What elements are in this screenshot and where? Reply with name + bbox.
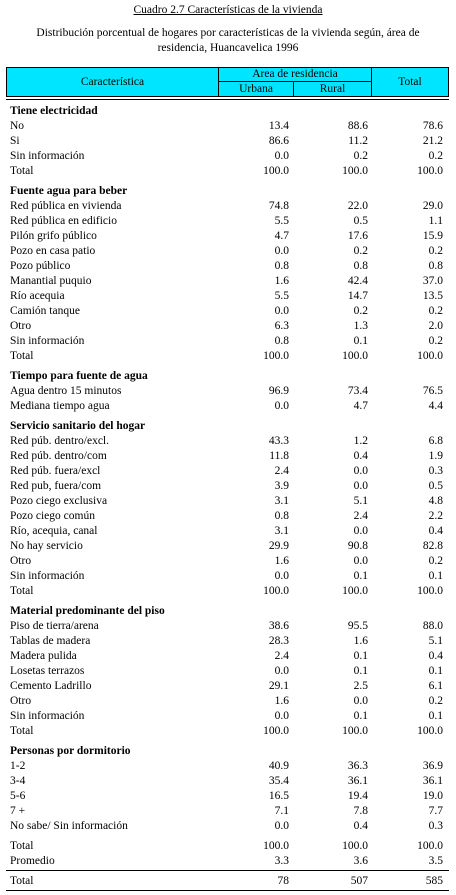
cell-rural: 0.0 bbox=[353, 555, 368, 567]
table-row bbox=[0, 554, 456, 569]
row-label: Total bbox=[10, 350, 34, 362]
table-row bbox=[0, 479, 456, 494]
cell-urbana: 2.4 bbox=[274, 465, 289, 477]
cell-total: 21.2 bbox=[422, 135, 443, 147]
row-label: Otro bbox=[10, 695, 32, 707]
table-row bbox=[0, 199, 456, 214]
cell-total: 76.5 bbox=[422, 385, 443, 397]
table-row bbox=[0, 134, 456, 149]
cell-total: 0.3 bbox=[428, 820, 443, 832]
cell-urbana: 0.0 bbox=[274, 710, 289, 722]
cell-urbana: 1.6 bbox=[274, 555, 289, 567]
row-label: Cemento Ladrillo bbox=[10, 680, 92, 692]
table-row bbox=[0, 539, 456, 554]
table-row bbox=[0, 774, 456, 789]
row-label: Red púb. dentro/excl. bbox=[10, 435, 110, 447]
cell-urbana: 3.1 bbox=[274, 495, 289, 507]
cell-urbana: 6.3 bbox=[274, 320, 289, 332]
cell-rural: 100.0 bbox=[342, 350, 368, 362]
table-row bbox=[0, 494, 456, 509]
rule-before-total bbox=[6, 870, 449, 871]
table-row bbox=[0, 854, 456, 869]
cell-total: 7.7 bbox=[428, 805, 443, 817]
cell-total: 2.2 bbox=[428, 510, 443, 522]
row-label: Pozo público bbox=[10, 260, 71, 272]
section-label: Material predominante del piso bbox=[10, 605, 165, 617]
cell-rural: 0.0 bbox=[353, 465, 368, 477]
header-urbana: Urbana bbox=[219, 82, 294, 96]
section-heading bbox=[0, 184, 456, 199]
cell-urbana: 4.7 bbox=[274, 230, 289, 242]
row-label: Madera pulida bbox=[10, 650, 77, 662]
section-label: Tiempo para fuente de agua bbox=[10, 370, 148, 382]
cell-rural: 0.1 bbox=[353, 650, 368, 662]
row-label: Red púb. fuera/excl bbox=[10, 465, 101, 477]
row-label: Agua dentro 15 minutos bbox=[10, 385, 122, 397]
cell-rural: 2.4 bbox=[353, 510, 368, 522]
row-label: Pilón grifo público bbox=[10, 230, 97, 242]
header-total: Total bbox=[398, 76, 422, 88]
cell-total: 78.6 bbox=[422, 120, 443, 132]
cell-rural: 11.2 bbox=[348, 135, 368, 147]
cell-total: 100.0 bbox=[417, 585, 443, 597]
cell-urbana: 35.4 bbox=[268, 775, 289, 787]
cell-rural: 0.1 bbox=[353, 665, 368, 677]
cell-total: 0.2 bbox=[428, 150, 443, 162]
cell-total: 0.1 bbox=[428, 665, 443, 677]
row-label: No sabe/ Sin información bbox=[10, 820, 128, 832]
cell-rural: 2.5 bbox=[353, 680, 368, 692]
cell-rural: 7.8 bbox=[353, 805, 368, 817]
cell-rural: 1.2 bbox=[353, 435, 368, 447]
cell-rural: 0.2 bbox=[353, 150, 368, 162]
cell-rural: 73.4 bbox=[347, 385, 368, 397]
cell-urbana: 5.5 bbox=[274, 215, 289, 227]
row-label: Pozo en casa patio bbox=[10, 245, 96, 257]
cell-rural: 36.1 bbox=[347, 775, 368, 787]
table-row bbox=[0, 164, 456, 179]
table-row bbox=[0, 214, 456, 229]
cell-urbana: 74.8 bbox=[268, 200, 289, 212]
row-label: Sin información bbox=[10, 570, 85, 582]
cell-rural: 19.4 bbox=[347, 790, 368, 802]
cell-total: 19.0 bbox=[422, 790, 443, 802]
cell-total: 0.2 bbox=[428, 305, 443, 317]
cell-rural: 0.0 bbox=[353, 480, 368, 492]
cell-urbana: 0.8 bbox=[274, 260, 289, 272]
cell-urbana: 29.9 bbox=[268, 540, 289, 552]
row-label: 3-4 bbox=[10, 775, 26, 787]
cell-total: 1.9 bbox=[428, 450, 443, 462]
cell-urbana: 16.5 bbox=[268, 790, 289, 802]
table-row bbox=[0, 524, 456, 539]
table-row bbox=[0, 399, 456, 414]
cell-rural: 100.0 bbox=[342, 840, 368, 852]
table-row bbox=[0, 759, 456, 774]
cell-rural: 17.6 bbox=[347, 230, 368, 242]
row-label: Total bbox=[10, 585, 34, 597]
cell-urbana: 0.0 bbox=[274, 570, 289, 582]
section-heading bbox=[0, 744, 456, 759]
row-label: Red pública en vivienda bbox=[10, 200, 122, 212]
cell-total: 1.1 bbox=[428, 215, 443, 227]
table-row bbox=[0, 619, 456, 634]
row-label: Si bbox=[10, 135, 20, 147]
cell-rural: 0.5 bbox=[353, 215, 368, 227]
cell-rural: 0.1 bbox=[353, 570, 368, 582]
cell-urbana: 100.0 bbox=[263, 840, 289, 852]
cell-total: 5.1 bbox=[428, 635, 443, 647]
cell-rural: 1.6 bbox=[353, 635, 368, 647]
cell-total: 100.0 bbox=[417, 165, 443, 177]
cell-total: 4.8 bbox=[428, 495, 443, 507]
table-subtitle: Distribución porcentual de hogares por características de la vivienda según, área de residencia, Huancavelica 1996 bbox=[36, 27, 420, 54]
row-label: Red pub, fuera/com bbox=[10, 480, 102, 492]
cell-rural: 100.0 bbox=[342, 725, 368, 737]
table-row bbox=[0, 569, 456, 584]
cell-rural: 0.1 bbox=[353, 710, 368, 722]
cell-total: 0.1 bbox=[428, 570, 443, 582]
cell-urbana: 78 bbox=[277, 875, 289, 887]
row-label: Piso de tierra/arena bbox=[10, 620, 99, 632]
cell-total: 82.8 bbox=[422, 540, 443, 552]
table-row bbox=[0, 839, 456, 854]
rule-bottom bbox=[6, 890, 449, 891]
cell-rural: 1.3 bbox=[353, 320, 368, 332]
cell-urbana: 43.3 bbox=[268, 435, 289, 447]
table-row bbox=[0, 664, 456, 679]
cell-rural: 88.6 bbox=[347, 120, 368, 132]
cell-rural: 100.0 bbox=[342, 165, 368, 177]
section-heading bbox=[0, 419, 456, 434]
cell-urbana: 100.0 bbox=[263, 725, 289, 737]
cell-rural: 0.2 bbox=[353, 245, 368, 257]
section-heading bbox=[0, 604, 456, 619]
row-label: Sin información bbox=[10, 710, 85, 722]
cell-urbana: 40.9 bbox=[268, 760, 289, 772]
table-row bbox=[0, 149, 456, 164]
row-label: Total bbox=[10, 875, 34, 887]
cell-total: 585 bbox=[425, 875, 443, 887]
cell-urbana: 100.0 bbox=[263, 165, 289, 177]
cell-total: 0.5 bbox=[428, 480, 443, 492]
cell-total: 0.4 bbox=[428, 650, 443, 662]
table-row bbox=[0, 584, 456, 599]
cell-rural: 0.8 bbox=[353, 260, 368, 272]
row-label: Pozo ciego común bbox=[10, 510, 95, 522]
cell-urbana: 86.6 bbox=[268, 135, 289, 147]
cell-total: 100.0 bbox=[417, 350, 443, 362]
cell-urbana: 2.4 bbox=[274, 650, 289, 662]
cell-rural: 5.1 bbox=[353, 495, 368, 507]
table-row bbox=[0, 679, 456, 694]
header-area-residencia: Area de residencia bbox=[219, 68, 372, 82]
table-row bbox=[0, 804, 456, 819]
cell-rural: 100.0 bbox=[342, 585, 368, 597]
cell-total: 13.5 bbox=[422, 290, 443, 302]
table-row bbox=[0, 434, 456, 449]
table-row bbox=[0, 229, 456, 244]
cell-rural: 3.6 bbox=[353, 855, 368, 867]
cell-total: 0.2 bbox=[428, 555, 443, 567]
section-label: Personas por dormitorio bbox=[10, 745, 131, 757]
cell-urbana: 0.0 bbox=[274, 305, 289, 317]
cell-urbana: 0.0 bbox=[274, 665, 289, 677]
cell-total: 3.5 bbox=[428, 855, 443, 867]
cell-rural: 0.4 bbox=[353, 820, 368, 832]
table-row bbox=[0, 874, 456, 889]
cell-total: 0.8 bbox=[428, 260, 443, 272]
row-label: Sin información bbox=[10, 150, 85, 162]
cell-urbana: 28.3 bbox=[268, 635, 289, 647]
section-label: Tiene electricidad bbox=[10, 105, 98, 117]
table-row bbox=[0, 449, 456, 464]
cell-rural: 90.8 bbox=[347, 540, 368, 552]
row-label: 5-6 bbox=[10, 790, 26, 802]
row-label: Promedio bbox=[10, 855, 55, 867]
section-label: Servicio sanitario del hogar bbox=[10, 420, 146, 432]
cell-total: 6.8 bbox=[428, 435, 443, 447]
table-row bbox=[0, 274, 456, 289]
cell-urbana: 0.0 bbox=[274, 245, 289, 257]
cell-urbana: 100.0 bbox=[263, 350, 289, 362]
section-label: Fuente agua para beber bbox=[10, 185, 128, 197]
cell-urbana: 13.4 bbox=[268, 120, 289, 132]
row-label: Camión tanque bbox=[10, 305, 80, 317]
cell-total: 88.0 bbox=[422, 620, 443, 632]
table-row bbox=[0, 694, 456, 709]
table-row bbox=[0, 709, 456, 724]
cell-total: 36.9 bbox=[422, 760, 443, 772]
cell-total: 15.9 bbox=[422, 230, 443, 242]
cell-urbana: 96.9 bbox=[268, 385, 289, 397]
cell-total: 0.2 bbox=[428, 695, 443, 707]
table-row bbox=[0, 289, 456, 304]
cell-rural: 42.4 bbox=[347, 275, 368, 287]
cell-total: 0.2 bbox=[428, 335, 443, 347]
cell-rural: 507 bbox=[350, 875, 368, 887]
row-label: Total bbox=[10, 840, 34, 852]
row-label: Losetas terrazos bbox=[10, 665, 85, 677]
cell-rural: 14.7 bbox=[347, 290, 368, 302]
cell-rural: 0.4 bbox=[353, 450, 368, 462]
rule-top bbox=[6, 99, 449, 100]
cell-total: 37.0 bbox=[422, 275, 443, 287]
table-row bbox=[0, 509, 456, 524]
cell-total: 100.0 bbox=[417, 725, 443, 737]
cell-rural: 36.3 bbox=[347, 760, 368, 772]
row-label: Red púb. dentro/com bbox=[10, 450, 107, 462]
cell-total: 0.3 bbox=[428, 465, 443, 477]
row-label: Total bbox=[10, 725, 34, 737]
cell-rural: 4.7 bbox=[353, 400, 368, 412]
table-row bbox=[0, 724, 456, 739]
row-label: Río, acequia, canal bbox=[10, 525, 98, 537]
row-label: Total bbox=[10, 165, 34, 177]
cell-urbana: 0.0 bbox=[274, 820, 289, 832]
cell-total: 100.0 bbox=[417, 840, 443, 852]
cell-urbana: 7.1 bbox=[274, 805, 289, 817]
table-title: Cuadro 2.7 Características de la vivienda bbox=[133, 4, 323, 16]
row-label: Manantial puquio bbox=[10, 275, 92, 287]
cell-rural: 95.5 bbox=[347, 620, 368, 632]
table-row bbox=[0, 819, 456, 834]
header-rural: Rural bbox=[294, 82, 372, 96]
row-label: 1-2 bbox=[10, 760, 26, 772]
cell-urbana: 1.6 bbox=[274, 275, 289, 287]
header-caracteristica: Característica bbox=[7, 68, 219, 96]
row-label: Mediana tiempo agua bbox=[10, 400, 110, 412]
table-row bbox=[0, 464, 456, 479]
section-heading bbox=[0, 104, 456, 119]
cell-urbana: 5.5 bbox=[274, 290, 289, 302]
table-row bbox=[0, 789, 456, 804]
table-row bbox=[0, 259, 456, 274]
row-label: No bbox=[10, 120, 25, 132]
cell-rural: 0.2 bbox=[353, 305, 368, 317]
section-heading bbox=[0, 369, 456, 384]
cell-rural: 0.0 bbox=[353, 525, 368, 537]
cell-urbana: 0.0 bbox=[274, 400, 289, 412]
cell-urbana: 3.9 bbox=[274, 480, 289, 492]
table-row bbox=[0, 349, 456, 364]
table-row bbox=[0, 119, 456, 134]
table-row bbox=[0, 384, 456, 399]
table-row bbox=[0, 319, 456, 334]
row-label: Sin información bbox=[10, 335, 85, 347]
row-label: 7 + bbox=[10, 805, 26, 817]
cell-urbana: 38.6 bbox=[268, 620, 289, 632]
cell-total: 4.4 bbox=[428, 400, 443, 412]
cell-rural: 0.1 bbox=[353, 335, 368, 347]
cell-urbana: 3.1 bbox=[274, 525, 289, 537]
row-label: Otro bbox=[10, 555, 32, 567]
table-row bbox=[0, 244, 456, 259]
cell-total: 0.4 bbox=[428, 525, 443, 537]
row-label: Otro bbox=[10, 320, 32, 332]
cell-total: 29.0 bbox=[422, 200, 443, 212]
row-label: Tablas de madera bbox=[10, 635, 91, 647]
cell-total: 2.0 bbox=[428, 320, 443, 332]
cell-rural: 22.0 bbox=[347, 200, 368, 212]
table-row bbox=[0, 304, 456, 319]
row-label: Pozo ciego exclusiva bbox=[10, 495, 108, 507]
cell-urbana: 11.8 bbox=[269, 450, 289, 462]
table-row bbox=[0, 634, 456, 649]
cell-rural: 0.0 bbox=[353, 695, 368, 707]
row-label: Río acequia bbox=[10, 290, 65, 302]
cell-urbana: 1.6 bbox=[274, 695, 289, 707]
cell-total: 0.1 bbox=[428, 710, 443, 722]
row-label: Red pública en edificio bbox=[10, 215, 117, 227]
cell-total: 36.1 bbox=[422, 775, 443, 787]
cell-total: 0.2 bbox=[428, 245, 443, 257]
table-row bbox=[0, 649, 456, 664]
cell-urbana: 0.0 bbox=[274, 150, 289, 162]
cell-urbana: 100.0 bbox=[263, 585, 289, 597]
cell-urbana: 0.8 bbox=[274, 335, 289, 347]
table-row bbox=[0, 334, 456, 349]
cell-urbana: 0.8 bbox=[274, 510, 289, 522]
cell-total: 6.1 bbox=[428, 680, 443, 692]
row-label: No hay servicio bbox=[10, 540, 83, 552]
cell-urbana: 29.1 bbox=[268, 680, 289, 692]
cell-urbana: 3.3 bbox=[274, 855, 289, 867]
